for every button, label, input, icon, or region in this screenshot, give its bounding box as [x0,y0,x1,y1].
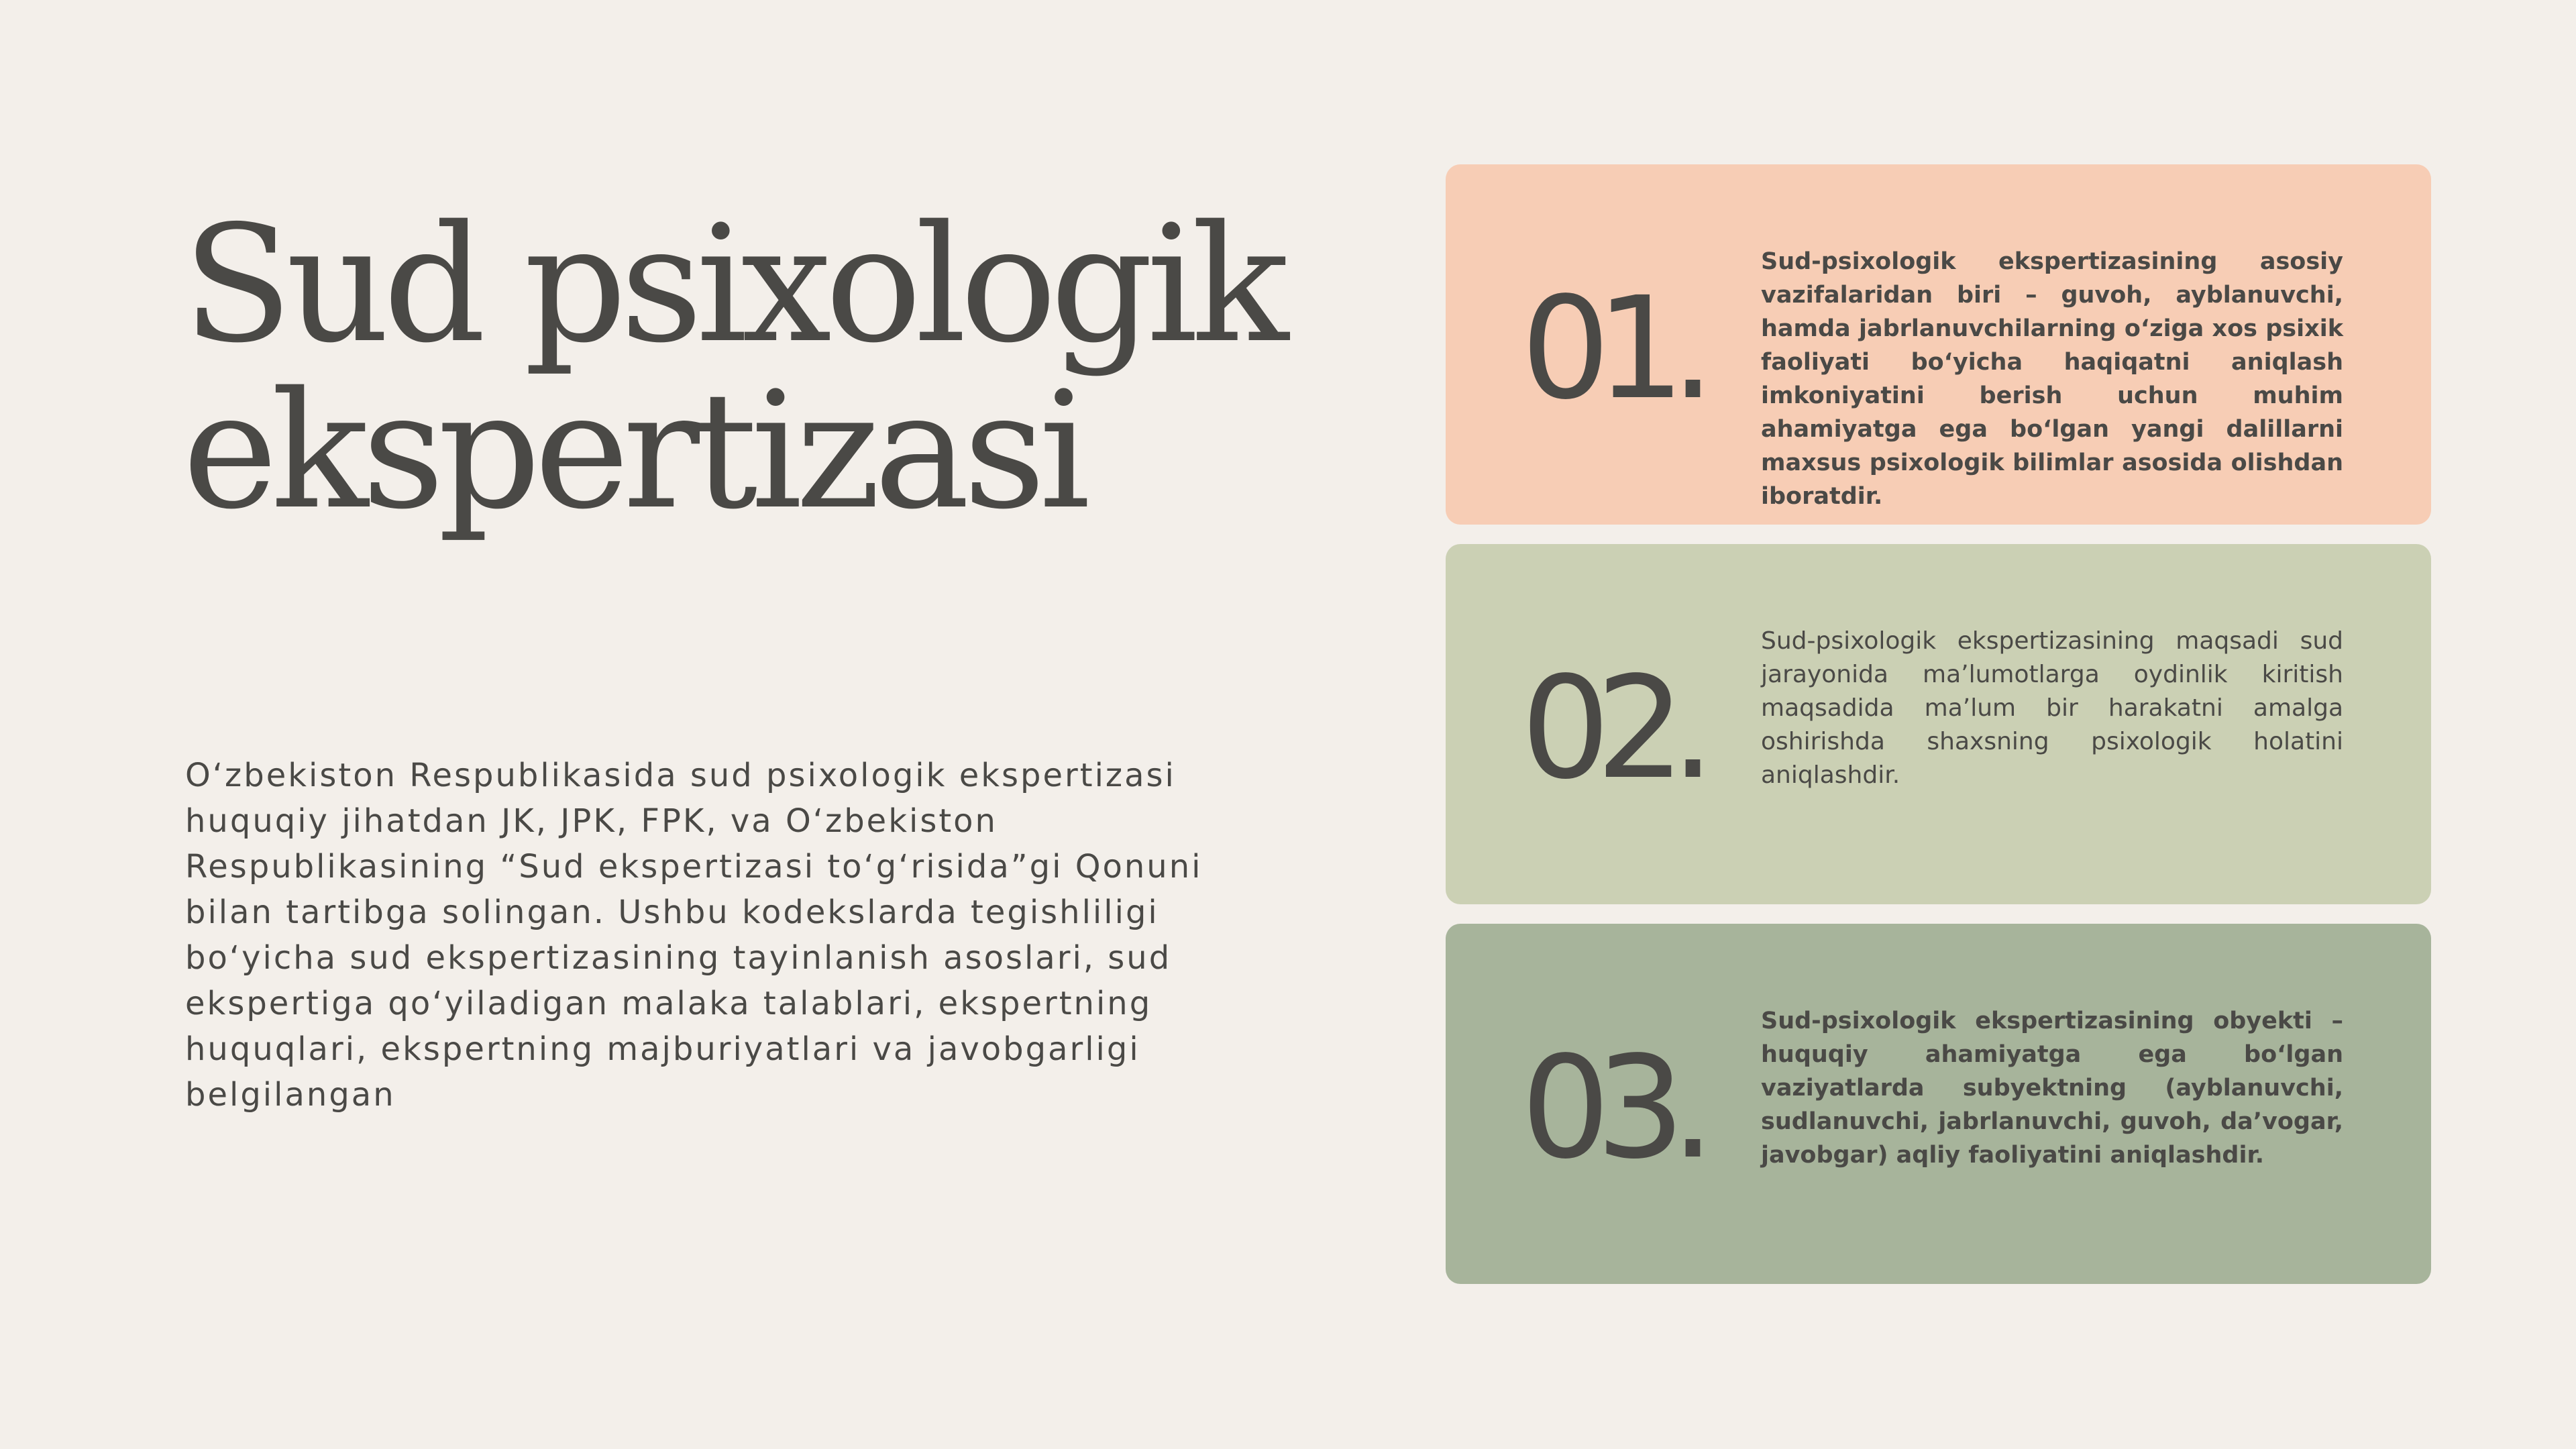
card-text: Sud-psixologik ekspertizasining asosiy vazifalaridan biri – guvoh, ayblanuvchi, hamda jabrlanuvchilarning o‘ziga xos psixik faoliyati bo‘yicha haqiqatni aniqlash imkoniyatini berish uchun muhim ahamiyatga ega bo‘lgan yangi dalillarni maxsus psixologik bilimlar asosida olishdan iboratdir. [1761,248,2343,510]
card-03 [1446,924,2431,1284]
slide-title-line-2: ekspertizasi [182,357,1084,545]
intro-paragraph: O‘zbekiston Respublikasida sud psixologik ekspertizasi huquqiy jihatdan JK, JPK, FPK, va O‘zbekiston Respublikasining “Sud ekspertizasi to‘g‘risida”gi Qonuni bilan tartibga solingan. Ushbu kodekslarda tegishliligi bo‘yicha sud ekspertizasining tayinlanish asoslari, sud ekspertiga qo‘yiladigan malaka talablari, ekspertning huquqlari, ekspertning majburiyatlari va javobgarligi belgilangan [185,757,1203,1114]
slide-title [182,191,1289,545]
card-number: 03. [1521,1026,1701,1190]
card-number: 02. [1521,646,1701,810]
card-01 [1446,164,2431,525]
card-02 [1446,544,2431,904]
card-text: Sud-psixologik ekspertizasining maqsadi sud jarayonida ma’lumotlarga oydinlik kiritish maqsadida ma’lum bir harakatni amalga oshirishda shaxsning psixologik holatini aniqlashdir. [1761,627,2343,789]
slide-title-line-1: Sud psixologik [182,191,1283,378]
card-text: Sud-psixologik ekspertizasining obyekti – huquqiy ahamiyatga ega bo‘lgan vaziyatlarda subyektning (ayblanuvchi, sudlanuvchi, jabrlanuvchi, guvoh, da’vogar, javobgar) aqliy faoliyatini aniqlashdir. [1761,1008,2343,1169]
card-number: 01. [1521,266,1701,431]
